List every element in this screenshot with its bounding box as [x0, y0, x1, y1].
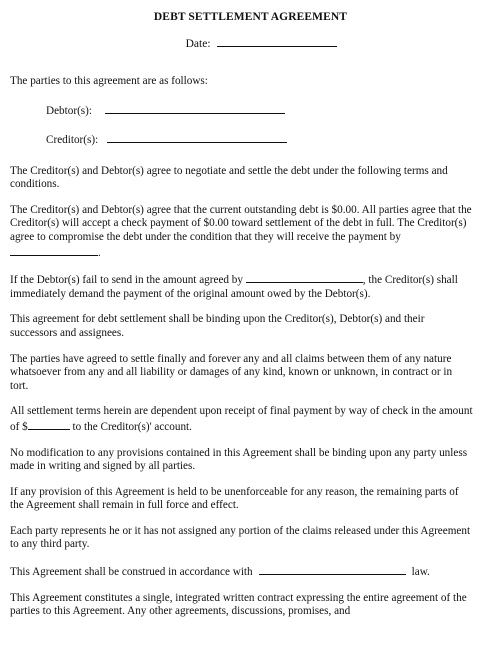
paragraph-outstanding-debt-text: The Creditor(s) and Debtor(s) agree that the current outstanding debt is $0.00. All parties agree that the Creditor(s) will accept a check payment of $0.00 toward settlement of the debt in full. The Creditor(s) agree to compromise the debt under the condition that they will receive the payment by: [10, 203, 472, 243]
debtor-row: [10, 103, 473, 118]
debtor-label: Debtor(s):: [46, 104, 92, 117]
paragraph-settlement-terms: [10, 405, 473, 434]
paragraph-unenforceable: If any provision of this Agreement is held to be unenforceable for any reason, the remaining parts of the Agreement shall remain in full force and effect.: [10, 485, 459, 512]
parties-intro: The parties to this agreement are as follows:: [10, 75, 208, 87]
paragraph-assignment: Each party represents he or it has not assigned any portion of the claims released under this Agreement to any third party.: [10, 524, 471, 551]
paragraph-modification: No modification to any provisions contained in this Agreement shall be binding upon any party unless made in writing and signed by all parties.: [10, 446, 468, 473]
paragraph-outstanding-debt: [10, 204, 473, 260]
debtor-blank[interactable]: [105, 103, 285, 114]
paragraph-failure-end: , the Creditor(s) shall immediately demand the payment of the original amount owed by the Debtor(s).: [10, 274, 458, 300]
date-label: Date:: [185, 38, 211, 50]
date-row: [10, 36, 473, 51]
jurisdiction-blank[interactable]: [259, 564, 406, 575]
paragraph-settlement-terms-end: to the Creditor(s)' account.: [69, 420, 192, 433]
paragraph-entire-agreement: This Agreement constitutes a single, integrated written contract expressing the entire agreement of the parties to this Agreement. Any other agreements, discussions, promises, and: [10, 591, 467, 618]
paragraph-failure-start: If the Debtor(s) fail to send in the amount agreed by: [10, 274, 243, 287]
paragraph-outstanding-debt-end: .: [98, 246, 101, 259]
paragraph-settle-claims: The parties have agreed to settle finally and forever any and all claims between them of any nature whatsoever from any and all liability or damages of any kind, known or unknown, in contract or in tort.: [10, 352, 453, 392]
paragraph-negotiate: The Creditor(s) and Debtor(s) agree to negotiate and settle the debt under the following terms and conditions.: [10, 164, 448, 191]
payment-date-blank[interactable]: [10, 245, 98, 256]
creditor-row: [10, 132, 473, 147]
agreed-date-blank[interactable]: [246, 272, 363, 283]
paragraph-governing-law-start: This Agreement shall be construed in accordance with: [10, 566, 253, 579]
date-blank[interactable]: [217, 36, 337, 47]
amount-blank[interactable]: [28, 419, 70, 430]
paragraph-governing-law-end: law.: [411, 566, 430, 579]
paragraph-settlement-terms-start: All settlement terms herein are dependent upon receipt of final payment by way of check in the amount of $: [10, 405, 473, 433]
document-title: DEBT SETTLEMENT AGREEMENT: [153, 11, 348, 23]
paragraph-failure: [10, 272, 473, 301]
paragraph-binding: This agreement for debt settlement shall be binding upon the Creditor(s), Debtor(s) and their successors and assignees.: [10, 313, 425, 339]
creditor-label: Creditor(s):: [46, 133, 99, 146]
creditor-blank[interactable]: [107, 132, 287, 143]
paragraph-governing-law: [10, 564, 473, 580]
